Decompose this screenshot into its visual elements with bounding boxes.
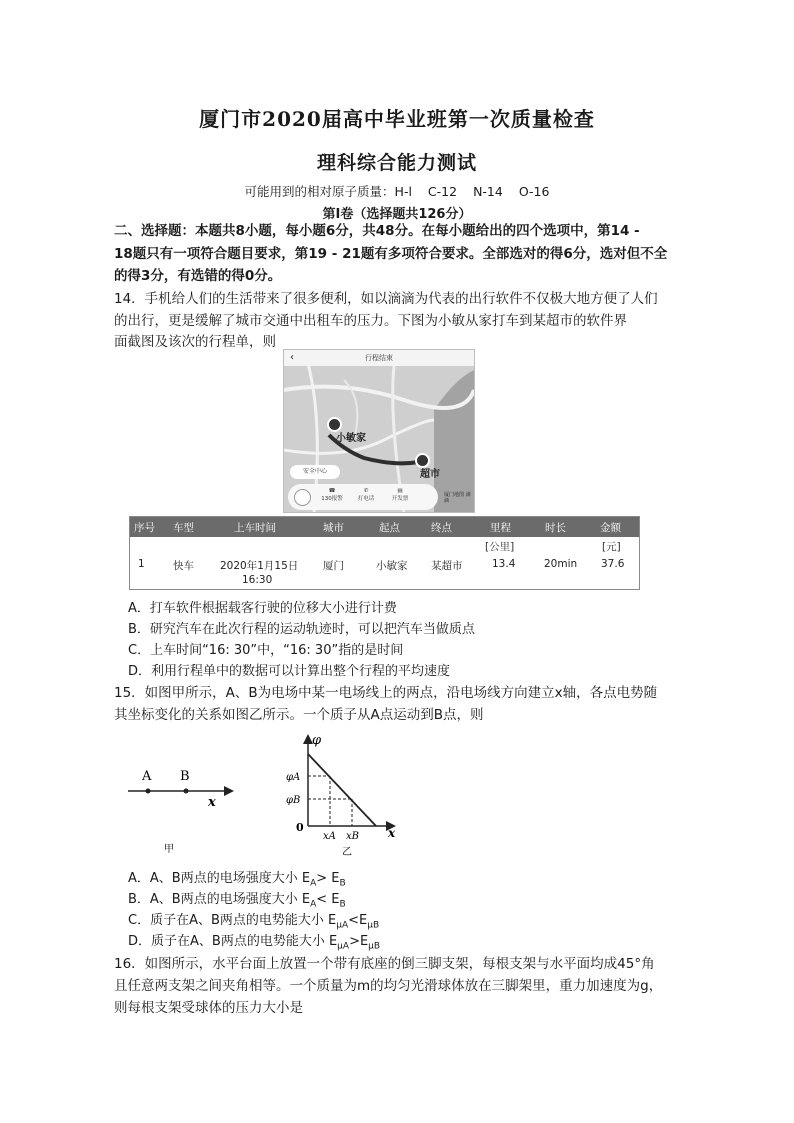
th-amount: 金额 (600, 522, 621, 534)
th-city: 城市 (323, 522, 344, 534)
figure-jia (118, 730, 268, 860)
q15-c-sub2: μB (367, 920, 380, 931)
q15-d-sub1: μA (337, 941, 350, 952)
section-heading: 第Ⅰ卷（选择题共126分） (322, 207, 472, 222)
call-label: 打电话 (357, 496, 375, 502)
q15-c-sub1: μA (336, 920, 349, 931)
phone-icon: ✆ (363, 488, 369, 494)
q14-line-1: 14．手机给人们的生活带来了很多便利，如以滴滴为代表的出行软件不仅极大地方便了人们 (114, 291, 658, 307)
q14-option-b: B．研究汽车在此次行程的运动轨迹时，可以把汽车当做质点 (128, 622, 475, 637)
figure-yi (280, 728, 420, 860)
td-type: 快车 (173, 560, 194, 572)
q15-line-2: 其坐标变化的关系如图乙所示。一个质子从A点运动到B点，则 (114, 707, 484, 723)
q15-b-mid: < E (316, 892, 340, 907)
point-a (146, 789, 151, 794)
q16-line-1: 16．如图所示，水平台面上放置一个带有底座的倒三脚支架，每根支架与水平面均成45°角 (114, 956, 655, 972)
instructions-line-1: 二、选择题：本题共8小题，每小题6分，共48分。在每小题给出的四个选项中，第14 - (114, 223, 640, 239)
atomic-mass-o: O-16 (518, 184, 550, 199)
xb-label: xB (346, 831, 359, 842)
x-label: x (388, 826, 396, 840)
trip-table-header (130, 517, 639, 537)
atomic-mass-c: C-12 (427, 184, 458, 199)
exam-title: 厦门市2020届高中毕业班第一次质量检查 (199, 107, 595, 131)
unit-km: [公里] (485, 541, 515, 553)
q14-option-d: D．利用行程单中的数据可以计算出整个行程的平均速度 (128, 664, 451, 679)
invoice-icon: ▤ (397, 488, 403, 494)
atomic-masses (0, 182, 794, 200)
map-top-title: 行程结束 (284, 350, 474, 366)
instructions-line-3: 的得3分，有选错的得0分。 (114, 268, 282, 284)
q15-a-mid: > E (316, 871, 340, 886)
caption-jia: 甲 (164, 844, 174, 855)
td-distance: 13.4 (492, 558, 516, 570)
q15-b-text: B．A、B两点的电场强度大小 E (128, 892, 311, 907)
map-bottom-bar (288, 484, 438, 510)
th-time: 上车时间 (234, 522, 276, 534)
q16-line-3: 则每根支架受球体的压力大小是 (114, 1000, 303, 1016)
q15-option-c (128, 909, 379, 931)
call-button[interactable] (352, 488, 380, 502)
th-duration: 时长 (545, 522, 566, 534)
point-b (184, 789, 189, 794)
map-home-label: 小敏家 (336, 433, 366, 444)
q15-line-1: 15．如图甲所示，A、B为电场中某一电场线上的两点，沿电场线方向建立x轴，各点电势随 (114, 685, 658, 701)
q15-d-sub2: μB (368, 941, 381, 952)
th-type: 车型 (173, 522, 194, 534)
origin-label: 0 (296, 821, 304, 834)
alarm-icon: ☎ (328, 488, 336, 494)
q15-a-text: A．A、B两点的电场强度大小 E (128, 871, 311, 886)
potential-line (308, 754, 376, 826)
td-end: 某超市 (431, 560, 463, 572)
instructions-line-2: 18题只有一项符合题目要求，第19 - 21题有多项符合要求。全部选对的得6分，选对但不全 (114, 246, 668, 262)
q15-option-d (128, 930, 380, 952)
driver-avatar-icon (294, 489, 311, 506)
q15-option-a (128, 867, 346, 889)
td-time: 16:30 (242, 574, 273, 586)
atomic-masses-label: 可能用到的相对原子质量：H-l (244, 184, 412, 199)
label-a: A (142, 769, 152, 784)
th-no: 序号 (134, 522, 155, 534)
q14-line-3: 面截图及该次的行程单，则 (114, 334, 276, 350)
q15-d-text: D．质子在A、B两点的电势能大小 E (128, 934, 338, 949)
td-start: 小敏家 (376, 560, 408, 572)
atomic-mass-n: N-14 (473, 184, 503, 199)
unit-yuan: [元] (602, 541, 621, 553)
q16-line-2: 且任意两支架之间夹角相等。一个质量为m的均匀光滑球体放在三脚架里，重力加速度为g， (114, 978, 663, 994)
invoice-label: 开发票 (391, 496, 409, 502)
td-duration: 20min (544, 558, 578, 570)
q14-line-2: 的出行，更是缓解了城市交通中出租车的压力。下图为小敏从家打车到某超市的软件界 (114, 313, 627, 329)
td-no: 1 (138, 558, 145, 570)
ride-map-screenshot (283, 349, 475, 513)
exam-subtitle: 理科综合能力测试 (316, 152, 477, 174)
field-line-arrow-icon (224, 786, 234, 796)
label-x: x (208, 795, 216, 810)
td-amount: 37.6 (601, 558, 625, 570)
alarm-button[interactable] (318, 488, 346, 502)
q15-b-sub2: B (339, 899, 346, 910)
phi-b-label: φB (286, 795, 301, 806)
caption-yi: 乙 (342, 847, 352, 858)
q15-d-mid: >E (349, 934, 369, 949)
q15-a-sub1: A (310, 878, 317, 889)
td-city: 厦门 (323, 560, 344, 572)
trip-table (129, 516, 640, 590)
th-end: 终点 (431, 522, 452, 534)
map-market-label: 超市 (420, 469, 440, 480)
th-start: 起点 (379, 522, 400, 534)
invoice-button[interactable] (386, 488, 414, 502)
map-corner-text: 厦门地图 滴滴 (444, 492, 471, 504)
phi-a-label: φA (286, 772, 301, 783)
label-b: B (180, 769, 190, 784)
td-date: 2020年1月15日 (220, 560, 299, 572)
q14-option-a: A．打车软件根据载客行驶的位移大小进行计费 (128, 601, 397, 616)
q14-option-c: C．上车时间“16: 30”中，“16: 30”指的是时间 (128, 643, 404, 658)
back-icon[interactable]: ‹ (290, 352, 294, 363)
phi-label: φ (312, 733, 322, 748)
q15-a-sub2: B (339, 878, 346, 889)
q15-b-sub1: A (310, 899, 317, 910)
th-distance: 里程 (490, 522, 511, 534)
alarm-label: 130报警 (321, 496, 343, 502)
q15-c-text: C．质子在A、B两点的电势能大小 E (128, 913, 337, 928)
q15-option-b (128, 888, 346, 910)
q15-c-mid: <E (348, 913, 368, 928)
xa-label: xA (323, 831, 336, 842)
safety-center-button[interactable]: 安全中心 (290, 465, 340, 479)
